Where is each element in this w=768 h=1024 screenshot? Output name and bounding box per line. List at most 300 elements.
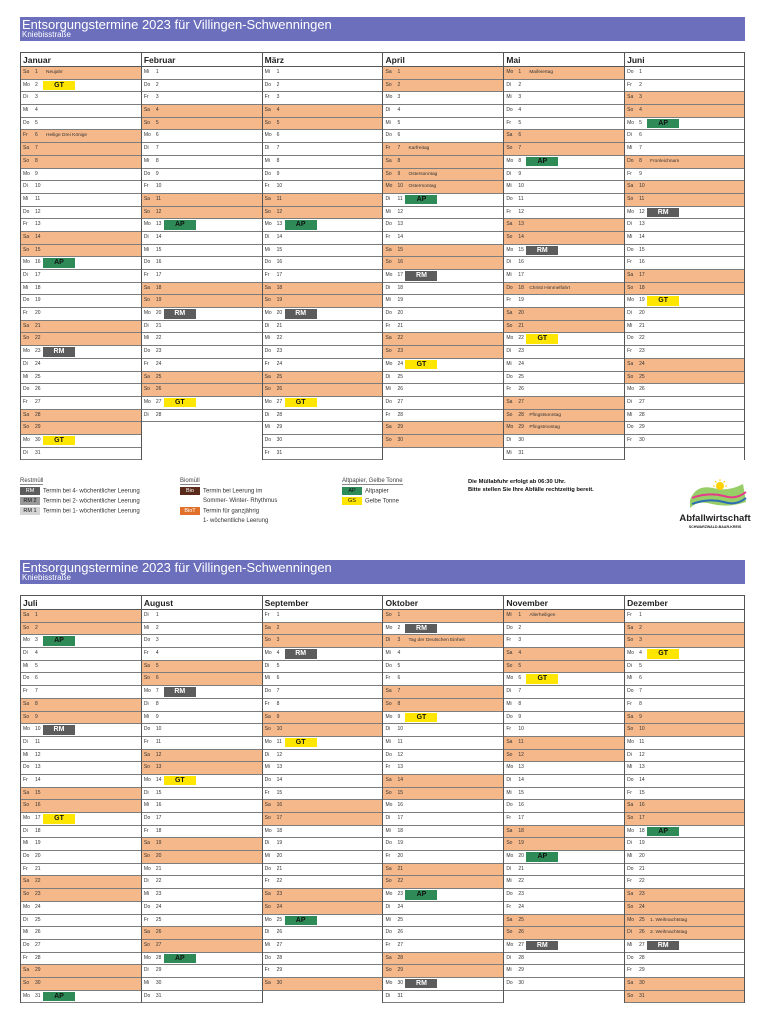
weekday: Do <box>264 865 272 872</box>
day-row <box>625 838 744 851</box>
day-number: 6 <box>639 132 642 139</box>
weekday: Mi <box>143 69 150 75</box>
weekday: Do <box>385 929 392 936</box>
weekday: Sa <box>143 662 150 669</box>
logo-main-text: Abfallwirtschaft <box>679 513 751 524</box>
day-number: 10 <box>35 183 41 190</box>
holiday-label: Christi Himmelfahrt <box>529 285 571 291</box>
weekday: Fr <box>264 183 270 190</box>
day-row <box>263 372 383 385</box>
day-row <box>142 953 262 966</box>
ap-text: Altpapier <box>365 488 389 495</box>
gt-pickup-badge: GT <box>526 674 558 684</box>
weekday: Fr <box>627 967 632 974</box>
weekday: So <box>264 815 271 821</box>
pickup-notice <box>468 478 594 494</box>
day-number: 16 <box>155 259 162 266</box>
day-row <box>263 813 383 826</box>
day-row <box>625 813 744 826</box>
weekday: Mi <box>264 941 270 948</box>
weekday: Sa <box>23 411 30 418</box>
day-row <box>263 156 383 169</box>
rm-chip: RM <box>20 487 40 495</box>
rm-text: Termin bei 4- wöchentlicher Leerung <box>43 488 140 495</box>
month-column-august <box>141 595 262 1003</box>
weekday: Fr <box>23 865 28 872</box>
weekday: Fr <box>264 94 270 101</box>
day-number: 3 <box>276 637 280 644</box>
day-row <box>625 635 744 648</box>
month-column-november <box>503 595 624 1003</box>
day-number: 21 <box>35 865 41 872</box>
day-number: 27 <box>518 398 524 405</box>
day-row <box>142 915 262 928</box>
weekday: Mi <box>23 107 29 114</box>
day-row <box>504 673 624 686</box>
weekday: Fr <box>143 738 149 745</box>
day-row <box>142 965 262 978</box>
day-number: 8 <box>35 157 38 164</box>
day-number: 4 <box>155 650 159 657</box>
weekday: Fr <box>627 348 632 355</box>
day-row <box>383 965 503 978</box>
rm-pickup-badge: RM <box>526 941 558 951</box>
month-column-juni <box>624 52 745 460</box>
day-row <box>504 927 624 940</box>
day-number: 23 <box>397 348 404 355</box>
day-number: 1 <box>276 69 280 75</box>
month-column-september <box>262 595 383 1003</box>
weekday: Mo <box>506 675 514 682</box>
weekday: Fr <box>264 612 270 618</box>
day-row <box>263 80 383 93</box>
holiday-label: Pfingstmontag <box>529 425 560 431</box>
month-column-juli <box>20 595 141 1003</box>
weekday: Di <box>143 322 149 329</box>
day-number: 5 <box>276 119 280 126</box>
rm2-text: Termin bei 2- wöchentlicher Leerung <box>43 498 140 505</box>
day-row <box>263 775 383 788</box>
day-number: 14 <box>155 233 162 240</box>
day-row <box>142 623 262 636</box>
weekday: Di <box>627 132 632 139</box>
day-row <box>21 876 141 889</box>
street-text: Kniebisstraße <box>22 573 71 582</box>
day-number: 27 <box>35 941 41 948</box>
day-row <box>625 864 744 877</box>
day-number: 11 <box>397 195 403 202</box>
day-number: 23 <box>639 348 645 355</box>
day-row <box>142 686 262 699</box>
weekday: So <box>627 992 634 999</box>
day-row <box>21 219 141 232</box>
gs-text: Gelbe Tonne <box>365 498 399 505</box>
day-number: 11 <box>35 195 41 202</box>
day-number: 3 <box>35 637 38 644</box>
day-number: 6 <box>639 675 642 682</box>
day-row <box>504 422 624 435</box>
day-row <box>263 422 383 435</box>
gt-pickup-badge: GT <box>164 776 196 786</box>
weekday: Fr <box>143 650 149 657</box>
day-row <box>21 673 141 686</box>
day-row <box>383 838 503 851</box>
day-number: 28 <box>639 954 645 961</box>
rm-pickup-badge: RM <box>164 309 196 319</box>
day-number: 1 <box>35 612 38 618</box>
weekday: Do <box>627 954 634 961</box>
day-row <box>142 410 262 423</box>
weekday: Sa <box>23 700 30 707</box>
day-number: 2 <box>518 81 522 88</box>
weekday: So <box>264 208 271 215</box>
weekday: So <box>506 411 513 418</box>
day-number: 13 <box>639 221 645 228</box>
weekday: Sa <box>385 157 392 164</box>
weekday: So <box>385 81 392 88</box>
biot-text-2: 1- wöchentliche Leerung <box>203 518 269 524</box>
day-number: 17 <box>397 272 404 278</box>
day-row <box>142 826 262 839</box>
day-number: 14 <box>35 776 41 783</box>
weekday: Fr <box>23 688 28 695</box>
day-row <box>21 143 141 156</box>
weekday: Mo <box>627 297 635 304</box>
day-number: 16 <box>276 802 283 809</box>
day-number: 11 <box>276 738 282 745</box>
ap-pickup-badge: AP <box>285 220 317 230</box>
day-number: 10 <box>155 726 162 733</box>
legend-ap-title: Altpapier, Gelbe Tonne <box>342 478 403 484</box>
weekday: Di <box>385 903 391 910</box>
day-number: 13 <box>397 221 404 228</box>
weekday: So <box>506 840 513 847</box>
weekday: Mo <box>627 119 635 126</box>
day-row <box>625 724 744 737</box>
day-row <box>21 359 141 372</box>
legend <box>20 478 751 538</box>
weekday: Mi <box>627 764 633 771</box>
day-row <box>625 826 744 839</box>
day-row <box>504 92 624 105</box>
weekday: Sa <box>627 891 634 898</box>
day-row <box>21 422 141 435</box>
weekday: Di <box>143 612 149 618</box>
weekday: Mi <box>385 119 391 126</box>
weekday: So <box>506 233 513 240</box>
day-number: 1 <box>35 69 38 75</box>
day-number: 3 <box>639 637 642 644</box>
day-number: 2 <box>518 624 522 631</box>
day-number: 13 <box>397 764 404 771</box>
day-row <box>383 181 503 194</box>
day-row <box>504 978 624 991</box>
day-row <box>263 283 383 296</box>
day-row <box>21 813 141 826</box>
day-number: 18 <box>155 827 162 834</box>
bio-chip: Bio <box>180 487 200 495</box>
ap-pickup-badge: AP <box>526 852 558 862</box>
day-number: 29 <box>639 967 645 974</box>
day-row <box>142 712 262 725</box>
day-number: 17 <box>639 815 645 821</box>
day-number: 9 <box>35 713 38 720</box>
day-number: 13 <box>35 764 41 771</box>
day-number: 30 <box>397 436 404 443</box>
weekday: So <box>264 119 271 126</box>
day-row <box>625 750 744 763</box>
weekday: Di <box>23 94 28 101</box>
day-row <box>504 788 624 801</box>
day-row <box>625 118 744 131</box>
day-number: 24 <box>639 903 645 910</box>
day-number: 24 <box>518 360 524 367</box>
day-number: 8 <box>397 157 401 164</box>
day-number: 23 <box>518 348 524 355</box>
weekday: Mo <box>23 348 30 355</box>
month-column-mai <box>503 52 624 460</box>
day-row <box>142 661 262 674</box>
day-row <box>625 283 744 296</box>
day-row <box>263 864 383 877</box>
day-number: 18 <box>35 827 41 834</box>
day-row <box>383 661 503 674</box>
day-row <box>21 80 141 93</box>
weekday: Do <box>385 751 392 758</box>
day-number: 17 <box>35 272 41 278</box>
weekday: So <box>385 878 392 885</box>
day-number: 21 <box>155 865 162 872</box>
biot-chip: BioT <box>180 507 200 515</box>
weekday: Di <box>385 107 391 114</box>
weekday: Mo <box>627 916 635 923</box>
day-number: 10 <box>518 183 524 190</box>
weekday: Di <box>506 776 512 783</box>
day-row <box>504 130 624 143</box>
weekday: Sa <box>264 373 271 380</box>
gt-pickup-badge: GT <box>647 649 679 659</box>
weekday: Mi <box>264 675 270 682</box>
weekday: Mi <box>506 612 512 618</box>
weekday: Di <box>627 929 632 936</box>
weekday: Di <box>506 259 512 266</box>
month-header: Mai <box>504 52 624 67</box>
day-row <box>263 219 383 232</box>
day-number: 18 <box>639 284 645 291</box>
weekday: Di <box>23 183 28 190</box>
gt-pickup-badge: GT <box>405 360 437 370</box>
day-number: 10 <box>639 183 645 190</box>
day-number: 18 <box>155 284 162 291</box>
day-row <box>504 826 624 839</box>
legend-restmuell <box>20 478 140 517</box>
day-row <box>263 67 383 80</box>
day-number: 25 <box>276 373 283 380</box>
day-row <box>21 92 141 105</box>
bio-text: Termin bei Leerung im <box>203 488 263 495</box>
weekday: Fr <box>143 94 149 101</box>
weekday: Do <box>506 891 513 898</box>
day-row <box>263 207 383 220</box>
day-number: 19 <box>276 297 283 304</box>
day-row <box>142 80 262 93</box>
day-number: 6 <box>155 675 159 682</box>
weekday: Sa <box>627 360 634 367</box>
day-row <box>142 648 262 661</box>
weekday: Mi <box>385 297 391 304</box>
day-row <box>21 270 141 283</box>
weekday: Fr <box>385 233 391 240</box>
day-row <box>504 838 624 851</box>
day-row <box>142 143 262 156</box>
day-row <box>383 207 503 220</box>
weekday: Di <box>23 360 28 367</box>
rm-pickup-badge: RM <box>647 208 679 218</box>
weekday: Mo <box>506 69 514 75</box>
day-number: 27 <box>639 398 645 405</box>
day-number: 8 <box>35 700 38 707</box>
weekday: Do <box>506 979 513 986</box>
weekday: Fr <box>23 132 28 139</box>
weekday: Sa <box>385 246 392 253</box>
day-number: 27 <box>639 941 645 948</box>
day-number: 21 <box>397 322 404 329</box>
day-number: 22 <box>35 335 41 342</box>
weekday: Di <box>385 373 391 380</box>
day-number: 17 <box>155 272 162 278</box>
day-row <box>142 876 262 889</box>
day-row <box>142 67 262 80</box>
day-row <box>263 118 383 131</box>
day-row <box>383 750 503 763</box>
day-number: 5 <box>35 119 38 126</box>
day-number: 31 <box>397 992 404 999</box>
day-row <box>383 940 503 953</box>
day-row <box>504 864 624 877</box>
day-number: 16 <box>155 802 162 809</box>
day-number: 6 <box>155 132 159 139</box>
day-row <box>383 219 503 232</box>
day-row <box>21 384 141 397</box>
day-number: 26 <box>397 929 404 936</box>
weekday: Di <box>264 662 270 669</box>
weekday: Do <box>143 348 151 355</box>
day-row <box>625 257 744 270</box>
day-number: 25 <box>276 916 283 923</box>
ap-pickup-badge: AP <box>43 258 75 268</box>
weekday: Sa <box>23 69 30 75</box>
weekday: Di <box>264 840 270 847</box>
weekday: So <box>264 726 271 733</box>
weekday: Do <box>264 81 272 88</box>
day-number: 6 <box>518 132 522 139</box>
ap-pickup-badge: AP <box>405 195 437 205</box>
day-row <box>383 800 503 813</box>
day-number: 16 <box>518 259 524 266</box>
day-row <box>263 308 383 321</box>
day-row <box>383 435 503 448</box>
day-number: 16 <box>397 259 404 266</box>
weekday: Mi <box>264 853 270 860</box>
day-number: 4 <box>35 107 38 114</box>
weekday: Mo <box>506 853 514 860</box>
weekday: Sa <box>23 233 30 240</box>
day-row <box>383 372 503 385</box>
day-number: 19 <box>35 840 41 847</box>
day-number: 29 <box>639 424 645 431</box>
day-number: 5 <box>276 662 280 669</box>
day-number: 21 <box>35 322 41 329</box>
legend-ap <box>342 478 403 507</box>
day-row <box>504 207 624 220</box>
weekday: Do <box>143 170 151 177</box>
month-header: März <box>263 52 383 67</box>
ap-pickup-badge: AP <box>526 157 558 167</box>
day-number: 27 <box>397 941 404 948</box>
day-number: 23 <box>155 348 162 355</box>
day-number: 9 <box>276 713 280 720</box>
day-number: 15 <box>155 246 162 253</box>
weekday: Sa <box>627 802 634 809</box>
day-number: 5 <box>639 662 642 669</box>
day-row <box>142 257 262 270</box>
day-row <box>383 978 503 991</box>
day-row <box>21 953 141 966</box>
day-row <box>21 105 141 118</box>
day-row <box>263 673 383 686</box>
day-number: 12 <box>518 208 524 215</box>
day-number: 24 <box>397 903 404 910</box>
weekday: Do <box>143 637 151 644</box>
day-row <box>625 92 744 105</box>
day-row <box>383 788 503 801</box>
weekday: Di <box>264 751 270 758</box>
day-number: 18 <box>276 284 283 291</box>
day-number: 15 <box>155 789 162 796</box>
day-row <box>383 813 503 826</box>
day-number: 22 <box>518 878 524 885</box>
day-row <box>263 940 383 953</box>
weekday: Di <box>385 815 391 821</box>
day-number: 4 <box>276 650 280 657</box>
weekday: Di <box>143 789 149 796</box>
gt-pickup-badge: GT <box>164 398 196 408</box>
day-row <box>263 105 383 118</box>
weekday: So <box>23 157 30 164</box>
day-number: 6 <box>276 132 280 139</box>
day-number: 4 <box>276 107 280 114</box>
day-number: 19 <box>397 840 404 847</box>
day-row <box>625 775 744 788</box>
weekday: Do <box>143 726 151 733</box>
day-row <box>263 712 383 725</box>
day-number: 26 <box>518 386 524 393</box>
day-row <box>504 775 624 788</box>
day-row <box>263 435 383 448</box>
weekday: Mo <box>627 827 635 834</box>
day-number: 14 <box>35 233 41 240</box>
day-row <box>142 610 262 623</box>
day-number: 31 <box>518 449 524 456</box>
weekday: Mi <box>506 360 512 367</box>
day-number: 2 <box>397 624 401 631</box>
day-number: 28 <box>639 411 645 418</box>
day-row <box>625 661 744 674</box>
weekday: Di <box>506 81 512 88</box>
day-row <box>21 915 141 928</box>
weekday: So <box>506 929 513 936</box>
day-row <box>263 384 383 397</box>
